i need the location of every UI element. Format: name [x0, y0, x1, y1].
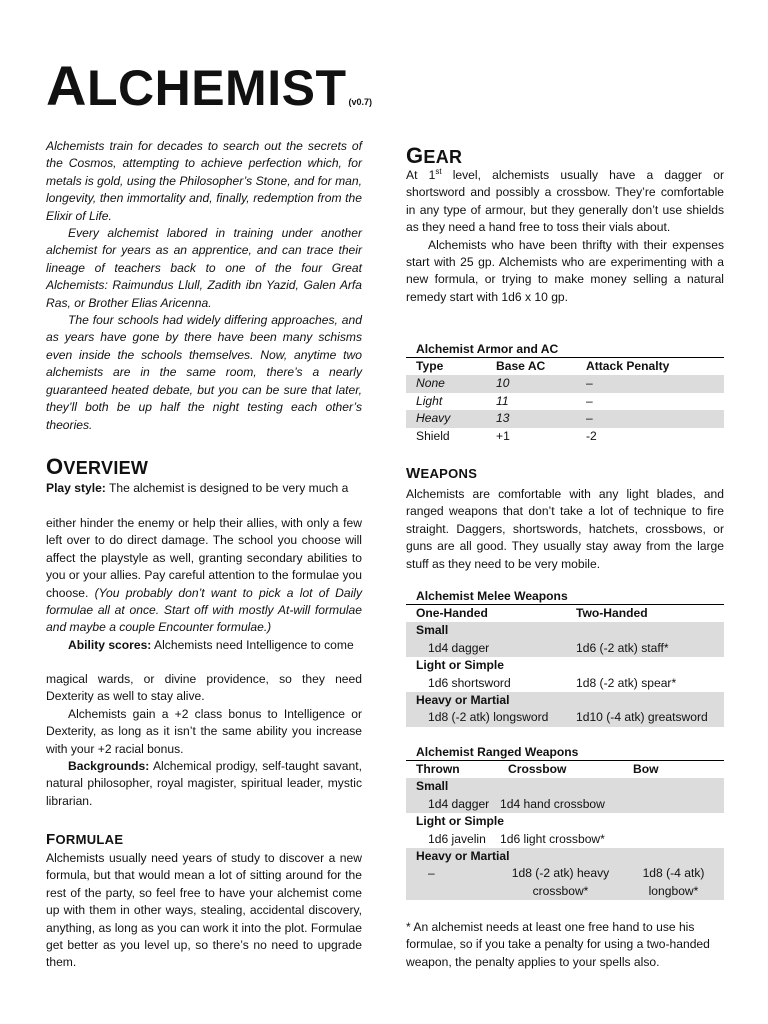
formulae-section: [46, 850, 362, 972]
table-row: Light or Simple: [416, 814, 505, 829]
table-row: Shield +1 -2: [416, 428, 597, 443]
table-row: Heavy 13 –: [406, 410, 724, 427]
gear-paragraph-1: At 1st level, alchemists usually have a dagger or shortsword and possibly a crossbow. They’re comfortable in any type of armour, but they generally don’t use shields as they need a hand free to toss their vials about.: [406, 166, 724, 235]
armor-table-header: Type Base AC Attack Penalty: [416, 359, 670, 373]
table-row: 1d6 javelin 1d6 light crossbow*: [428, 831, 605, 846]
ranged-table: [406, 745, 724, 900]
playstyle-line: Play style: The alchemist is designed to be very much a: [46, 481, 349, 495]
table-row: Light 11 –: [416, 393, 593, 408]
gear-paragraph-2: Alchemists who have been thrifty with their expenses start with 25 gp. Alchemists who are experimenting with a new formula, or trying to make money selling a natural remedy start with 1d6 x 10 gp.: [406, 237, 724, 304]
table-row: None 10 –: [406, 375, 724, 392]
class-bonus-paragraph: Alchemists gain a +2 class bonus to Intelligence or Dexterity, as long as it isn’t the same ability you increase with your +2 racial bonus.: [46, 706, 362, 756]
overview-heading: OVERVIEW: [46, 454, 149, 479]
gear-section: [406, 167, 724, 306]
backgrounds-paragraph: Backgrounds: Alchemical prodigy, self-taught savant, natural philosopher, royal magister, spiritual leader, mystic librarian.: [46, 759, 362, 808]
playstyle-body: either hinder the enemy or help their allies, with only a few left over to do direct damage. The school you choose will affect the playstyle as well, granting secondary abilities to you or your allies. Pay careful attention to the formulae you choose. (You probably don’t want to pick a lot of Daily formulae all at once. Start off with mostly At-will formulae and maybe a couple Encounter formulae.) Ability scores: Alchemists need Intelligence to come: [46, 516, 363, 652]
armor-table-caption: Alchemist Armor and AC: [406, 342, 724, 358]
page-title: ALCHEMIST (v0.7): [46, 54, 373, 117]
table-row: Light or Simple: [416, 658, 505, 673]
table-row: Small: [406, 778, 724, 795]
table-row: 1d8 (-2 atk) longsword 1d10 (-4 atk) greatsword: [406, 709, 724, 726]
melee-table: [406, 589, 724, 727]
weapons-heading: WEAPONS: [406, 465, 478, 482]
version-label: (v0.7): [348, 97, 373, 107]
ranged-table-header: Thrown Crossbow Bow: [416, 762, 659, 776]
table-row: Small: [406, 622, 724, 639]
gear-heading: GEAR: [406, 143, 463, 168]
melee-table-caption: Alchemist Melee Weapons: [406, 589, 724, 605]
melee-table-header: One-Handed Two-Handed: [416, 606, 648, 620]
table-row: Heavy or Martial: [406, 692, 724, 709]
intro-paragraph-1: Alchemists train for decades to search out the secrets of the Cosmos, attempting to achieve perfection which, for metals is gold, using the Philosopher’s Stone, and for man, longevity, then immortality and, finally, redemption from the Elixir of Life.: [46, 139, 362, 223]
intro-section: [46, 138, 362, 434]
ability-body: magical wards, or divine providence, so they need Dexterity as well to stay alive. Alchemists gain a +2 class bonus to Intelligence or Dexterity, as long as it isn’t the same ability you increase with your +2 racial bonus. Backgrounds: Alchemical prodigy, self-taught savant, natural philosopher, royal magister, spiritual leader, mystic librarian.: [46, 671, 362, 810]
table-row: – 1d8 (-2 atk) heavy 1d8 (-4 atk): [406, 865, 724, 882]
formulae-paragraph: Alchemists usually need years of study to discover a new formula, but that would mean a lot of sitting around for the rest of the party, so feel free to have your alchemist come up with them in other ways, stealing, accidental discovery, anything, as long as you can work it into the plot. Formulae get better as you level up, so there’s no need to upgrade them.: [46, 851, 362, 970]
table-row: 1d4 dagger 1d4 hand crossbow: [406, 796, 724, 813]
intro-paragraph-2: Every alchemist labored in training under another alchemist for years as an apprentice, and can trace their lineage of teachers back to one of the four Great Alchemists: Raimundus Llull, Zadith ibn Yazid, Galen Arfa Ras, or Brother Elias Aricenna.: [46, 226, 362, 310]
table-row: 1d4 dagger 1d6 (-2 atk) staff*: [406, 640, 724, 657]
table-row: Heavy or Martial: [406, 848, 724, 865]
weapons-paragraph: Alchemists are comfortable with any light blades, and ranged weapons that don’t take a lot of technique to fire straight. Daggers, shortswords, hatchets, crossbows, or guns are all good. They usually stay away from the large stuff as they need to be very mobile.: [406, 487, 724, 571]
weapons-section: [406, 486, 724, 573]
footnote: * An alchemist needs at least one free hand to use his formulae, so if you take a penalty for using a two-handed weapon, the penalty applies to your spells also.: [406, 920, 710, 969]
armor-table: [406, 342, 724, 445]
ranged-table-caption: Alchemist Ranged Weapons: [406, 745, 724, 761]
intro-paragraph-3: The four schools had widely differing approaches, and as years have gone by there have been many schisms even inside the schools themselves. Now, anytime two alchemists are in the same room, there’s a nearly guaranteed heated debate, but you can be sure that later, they’ll both be up half the night testing each other’s theories.: [46, 313, 362, 432]
formulae-heading: FORMULAE: [46, 831, 124, 848]
table-row: crossbow* longbow*: [406, 883, 724, 900]
table-row: 1d6 shortsword 1d8 (-2 atk) spear*: [428, 675, 677, 690]
